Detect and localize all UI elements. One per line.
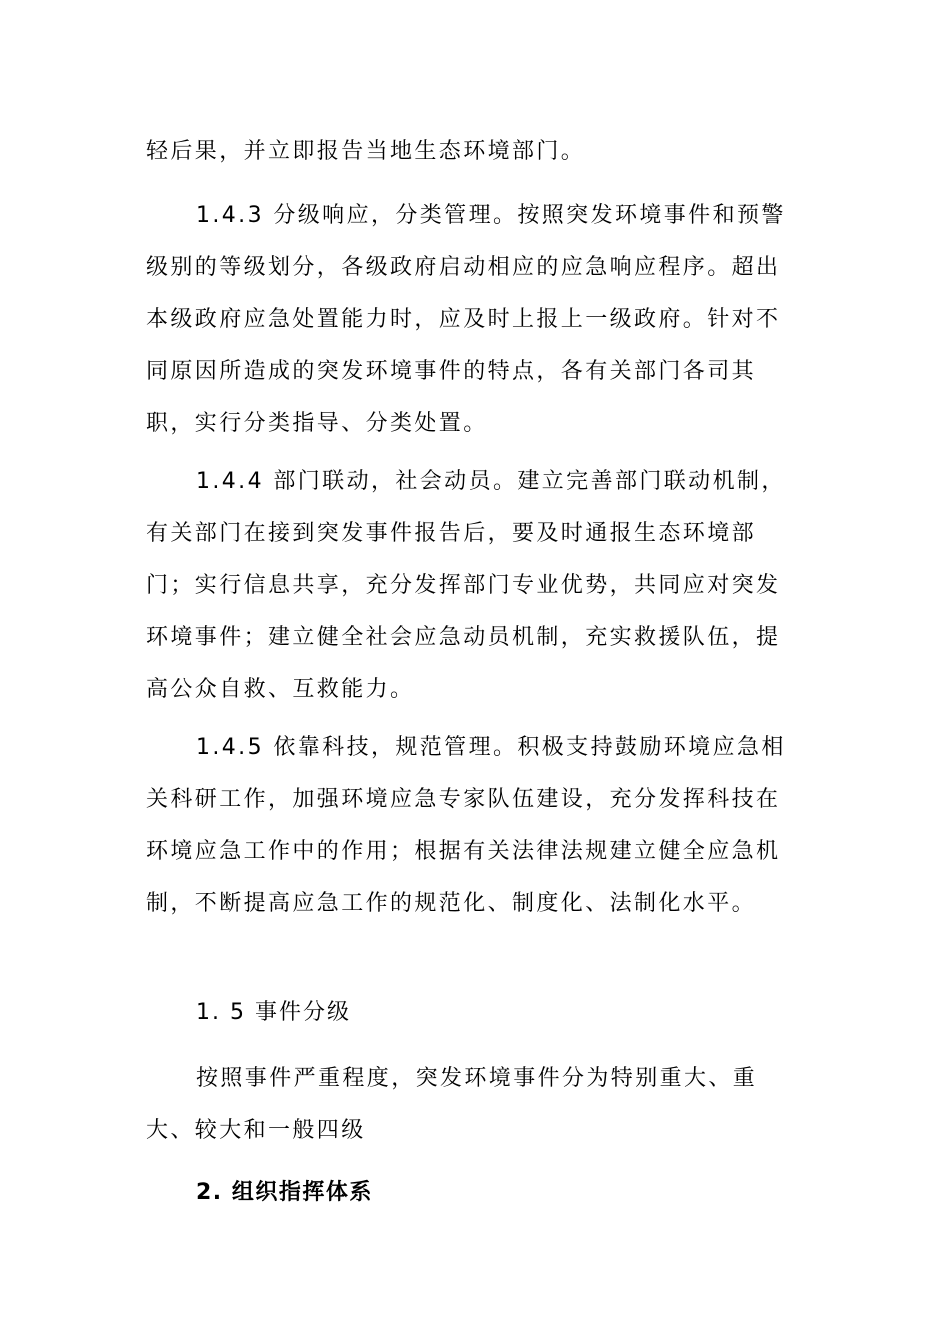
paragraph-event-grading: 按照事件严重程度，突发环境事件分为特别重大、重大、较大和一般四级 — [146, 1066, 758, 1143]
paragraph-1-4-3: 1.4.3 分级响应，分类管理。按照突发环境事件和预警级别的等级划分，各级政府启动相应的应急响应程序。超出本级政府应急处置能力时，应及时上报上一级政府。针对不同原因所造成的突发环境事件的特点，各有关部门各司其职，实行分类指导、分类处置。 — [146, 203, 786, 436]
section-heading-2: 2. 组织指挥体系 — [196, 1180, 373, 1205]
paragraph-continuation: 轻后果，并立即报告当地生态环境部门。 — [146, 139, 586, 164]
paragraph-1-4-4: 1.4.4 部门联动，社会动员。建立完善部门联动机制，有关部门在接到突发事件报告后，要及时通报生态环境部门；实行信息共享，充分发挥部门专业优势，共同应对突发环境事件；建立健全社会应急动员机制，充实救援队伍，提高公众自救、互救能力。 — [146, 469, 786, 702]
section-heading-1-5: 1. 5 事件分级 — [196, 1000, 351, 1025]
paragraph-1-4-5: 1.4.5 依靠科技，规范管理。积极支持鼓励环境应急相关科研工作，加强环境应急专家队伍建设，充分发挥科技在环境应急工作中的作用；根据有关法律法规建立健全应急机制，不断提高应急工作的规范化、制度化、法制化水平。 — [146, 735, 786, 916]
